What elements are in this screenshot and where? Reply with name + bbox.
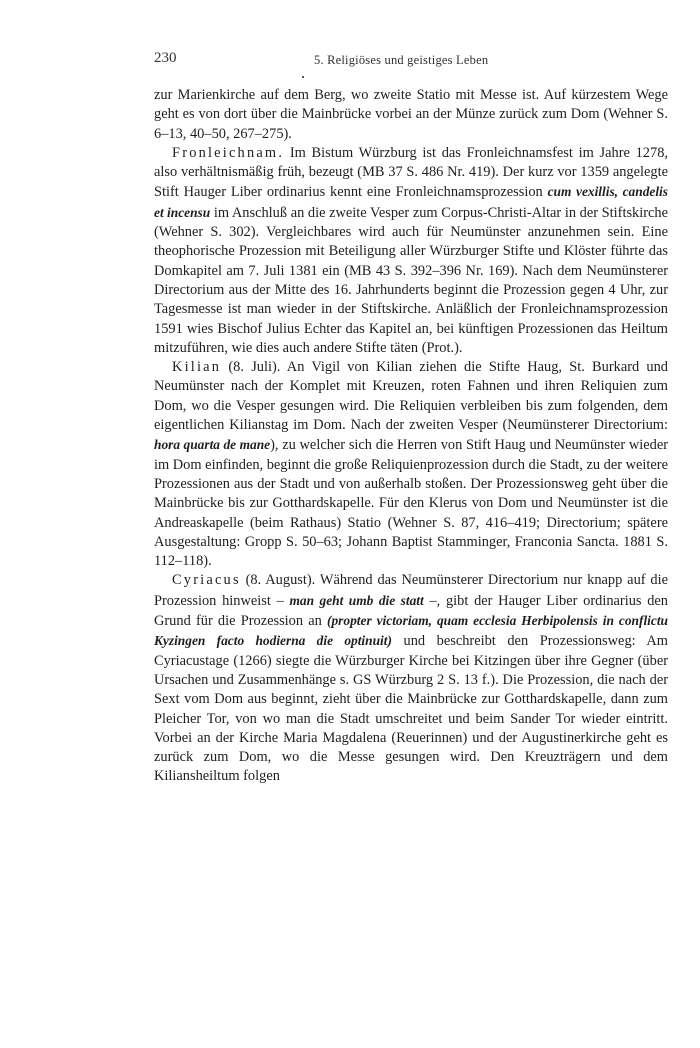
body-text xyxy=(154,86,668,787)
paragraph-text: im Anschluß an die zweite Vesper zum Corpus-Christi-Altar in der Stiftskirche (Wehner S. 302). Vergleichbares wird auch für Neumünster anzunehmen sein. Eine theophorische Prozession mit Beteiligung aller Würzburger Stifte und Klöster führte das Domkapitel am 7. Juli 1381 ein (MB 43 S. 392–396 Nr. 169). Nach dem Neumünsterer Directorium aus der Mitte des 16. Jahrhunderts beginnt die Prozession gegen 4 Uhr, zur Tagesmesse ist man wieder in der Stiftskirche. Anläßlich der Fronleichnamsprozession 1591 wies Bischof Julius Echter das Kapitel an, bei künftigen Prozessionen das Heiltum mitzuführen, wie dies auch andere Stifte täten (Prot.). xyxy=(154,204,669,356)
section-heading-kilian: Kilian xyxy=(172,359,222,376)
latin-quote: (propter victoriam, quam ecclesia Herbipolensis in conflictu Kyzingen facto hodierna die optinuit) xyxy=(154,613,668,649)
paragraph-text: (8. Juli). An Vigil von Kilian ziehen die Stifte Haug, St. Burkard und Neumünster nach der Komplet mit Kreuzen, roten Fahnen und ihren Reliquien zum Dom, wo die Vesper gesungen wird. Die Reliquien verbleiben bis zum folgenden, dem eigentlichen Kilianstag im Dom. Nach der zweiten Vesper (Neumünsterer Directorium: xyxy=(154,359,668,434)
paragraph-text: –, gibt der Hauger Liber ordinarius den Grund für die Prozession an xyxy=(154,592,668,630)
paragraph-kilian xyxy=(154,358,668,571)
page-number: 230 xyxy=(154,50,177,66)
paragraph-text: Im Bistum Würzburg ist das Fronleichnamsfest im Jahre 1278, also verhältnismäßig früh, bezeugt (MB 37 S. 486 Nr. 419). Der kurz vor 1359 angelegte Stift Hauger Liber ordinarius kennt eine Fronleichnamsprozession xyxy=(154,144,668,201)
paragraph-text: zur Marienkirche auf dem Berg, wo zweite Statio mit Messe ist. Auf kürzestem Wege geht es von dort über die Mainbrücke vorbei an der Münze zurück zum Dom (Wehner S. 6–13, 40–50, 267–275). xyxy=(154,87,668,142)
paragraph-text: ), zu welcher sich die Herren von Stift Haug und Neumünster wieder im Dom einfinden, beginnt die große Reliquienprozession durch die Stadt, zu der weitere Prozessionen aus der Stadt und von außerhalb stoßen. Der Prozessionsweg geht über die Mainbrücke bis zur Gotthardskapelle. Für den Klerus von Dom und Neumünster ist die Andreaskapelle (beim Rathaus) Statio (Wehner S. 87, 416–419; Directorium; spätere Ausgestaltung: Gropp S. 50–63; Johann Baptist Stamminger, Franconia Sancta. 1881 S. 112–118). xyxy=(154,437,668,570)
latin-quote: cum vexillis, candelis et incensu xyxy=(154,184,668,220)
paragraph-fronleichnam xyxy=(154,144,668,358)
paragraph-text: (8. August). Während das Neumünsterer Directorium nur knapp auf die Prozession hinweist – xyxy=(154,572,668,609)
paragraph-marienkirche xyxy=(154,86,668,144)
paragraph-text: und beschreibt den Prozessionsweg: Am Cyriacustage (1266) siegte die Würzburger Kirche bei Kitzingen über ihre Gegner (über Ursachen und Zusammenhänge s. GS Würzburg 2 S. 13 f.). Die Prozession, die nach der Sext vom Dom aus beginnt, zieht über die Mainbrücke zur Gotthardskapelle, dann zum Pleicher Tor, von wo man die Stadt umschreitet und beim Sander Tor wieder eintritt. Vorbei an der Kirche Maria Magdalena (Reuerinnen) und der Augustinerkirche geht es zurück zum Dom, wo die Messe gesungen wird. Den Kreuzträgern und dem Kiliansheiltum folgen xyxy=(154,633,668,785)
latin-quote: hora quarta de mane xyxy=(154,437,271,453)
paragraph-cyriacus xyxy=(154,571,668,786)
section-heading-cyriacus: Cyriacus xyxy=(172,572,241,589)
section-heading-fronleichnam: Fronleichnam. xyxy=(172,144,285,161)
german-quote: man geht umb die statt xyxy=(289,592,424,608)
print-mark xyxy=(302,76,304,78)
running-head xyxy=(154,50,668,72)
book-page xyxy=(154,50,668,787)
running-title: 5. Religiöses und geistiges Leben xyxy=(314,53,489,67)
